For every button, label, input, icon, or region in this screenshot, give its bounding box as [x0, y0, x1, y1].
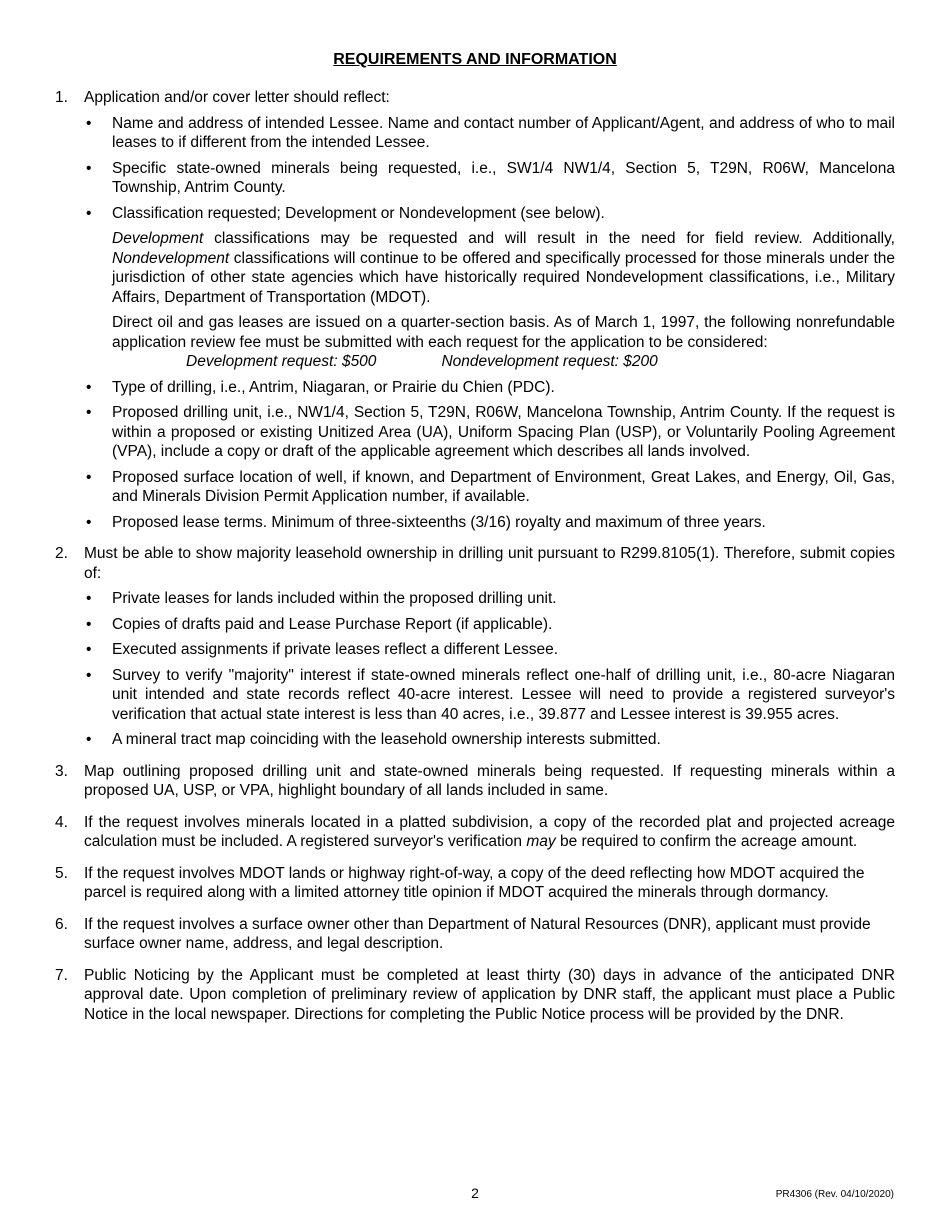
bullet-item: • Private leases for lands included within the proposed drilling unit. — [84, 589, 895, 609]
list-item-5 — [55, 864, 895, 903]
item-number: 3. — [55, 762, 68, 780]
list-item-7 — [55, 966, 895, 1025]
item-text: Public Noticing by the Applicant must be completed at least thirty (30) days in advance of the anticipated DNR approval date. Upon completion of preliminary review of application by DNR staff, the applicant must place a Public Notice in the local newspaper. Directions for completing the Public Notice process will be provided by the DNR. — [84, 966, 895, 1023]
bullet-item: • Type of drilling, i.e., Antrim, Niagaran, or Prairie du Chien (PDC). — [84, 378, 895, 398]
bullet-item: • A mineral tract map coinciding with the leasehold ownership interests submitted. — [84, 730, 895, 750]
item-text-part: If the request involves minerals located in a platted subdivision, a copy of the recorded plat and projected acreage calculation must be included. A registered surveyor's verification — [84, 813, 895, 850]
item-text-part: be required to confirm the acreage amount. — [555, 833, 858, 850]
bullet-item: • Executed assignments if private leases reflect a different Lessee. — [84, 640, 895, 660]
item-text: If the request involves a surface owner other than Department of Natural Resources (DNR), applicant must provide surface owner name, address, and legal description. — [84, 915, 871, 952]
bullet-list — [84, 589, 895, 750]
development-fee: Development request: $500 — [186, 353, 377, 370]
paragraph-text: classifications will continue to be offered and specifically processed for those minerals under the jurisdiction of other state agencies which have historically required Nondevelopment classifications, i.e., Military Affairs, Department of Transportation (MDOT). — [112, 249, 895, 306]
bullet-item: • Proposed lease terms. Minimum of three-sixteenths (3/16) royalty and maximum of three years. — [84, 513, 895, 533]
fee-row — [84, 352, 895, 372]
item-number: 5. — [55, 864, 68, 882]
item-number: 4. — [55, 813, 68, 831]
bullet-list — [84, 114, 895, 224]
form-revision: PR4306 (Rev. 04/10/2020) — [775, 1189, 894, 1200]
item-text: If the request involves MDOT lands or highway right-of-way, a copy of the deed reflecting how MDOT acquired the parcel is required along with a limited attorney title opinion if MDOT acquired the minerals through dormancy. — [84, 864, 865, 901]
page-title: REQUIREMENTS AND INFORMATION — [333, 51, 617, 68]
item-text: Application and/or cover letter should reflect: — [84, 89, 390, 106]
requirements-list — [55, 88, 895, 1030]
list-item-3 — [55, 762, 895, 801]
item-text — [84, 813, 895, 852]
list-item-1 — [55, 88, 895, 532]
item-number: 7. — [55, 966, 68, 984]
bullet-item: • Proposed drilling unit, i.e., NW1/4, Section 5, T29N, R06W, Mancelona Township, Antrim County. If the request is within a proposed or existing Unitized Area (UA), Uniform Spacing Plan (USP), or Voluntarily Pooling Agreement (VPA), include a copy or draft of the applicable agreement which describes all lands involved. — [84, 403, 895, 462]
bullet-list — [84, 378, 895, 533]
nondevelopment-fee: Nondevelopment request: $200 — [441, 353, 658, 370]
bullet-item: • Survey to verify "majority" interest if state-owned minerals reflect one-half of drilling unit, i.e., 80-acre Niagaran unit intended and state records reflect 40-acre interest. Lessee will need to provide a registered surveyor's verification that actual state interest is less than 40 acres, i.e., 39.877 and Lessee interest is 39.955 acres. — [84, 666, 895, 725]
classification-paragraph — [112, 229, 895, 307]
bullet-item: • Proposed surface location of well, if known, and Department of Environment, Great Lakes, and Energy, Oil, Gas, and Minerals Division Permit Application number, if available. — [84, 468, 895, 507]
item-number: 1. — [55, 89, 68, 106]
list-item-4 — [55, 813, 895, 852]
item-text: Must be able to show majority leasehold ownership in drilling unit pursuant to R299.8105(1). Therefore, submit copies of: — [84, 545, 895, 582]
bullet-item: • Copies of drafts paid and Lease Purchase Report (if applicable). — [84, 615, 895, 635]
list-item-2 — [55, 544, 895, 750]
item-number: 2. — [55, 545, 68, 562]
bullet-item: • Specific state-owned minerals being requested, i.e., SW1/4 NW1/4, Section 5, T29N, R06W, Mancelona Township, Antrim County. — [84, 159, 895, 198]
page-number: 2 — [471, 1185, 479, 1201]
bullet-item: • Classification requested; Development or Nondevelopment (see below). — [84, 204, 895, 224]
item-text: Map outlining proposed drilling unit and state-owned minerals being requested. If requesting minerals within a proposed UA, USP, or VPA, highlight boundary of all lands included in same. — [84, 762, 895, 799]
list-item-6 — [55, 915, 895, 954]
paragraph-text: classifications may be requested and will result in the need for field review. Additionally, — [203, 230, 895, 247]
emphasis-text: may — [526, 833, 556, 850]
emphasis-text: Nondevelopment — [112, 249, 230, 267]
emphasis-text: Development — [112, 230, 204, 247]
bullet-item: • Name and address of intended Lessee. Name and contact number of Applicant/Agent, and address of who to mail leases to if different from the intended Lessee. — [84, 114, 895, 153]
fee-paragraph: Direct oil and gas leases are issued on a quarter-section basis. As of March 1, 1997, the following nonrefundable application review fee must be submitted with each request for the application to be considered: — [112, 314, 895, 351]
item-number: 6. — [55, 915, 68, 933]
